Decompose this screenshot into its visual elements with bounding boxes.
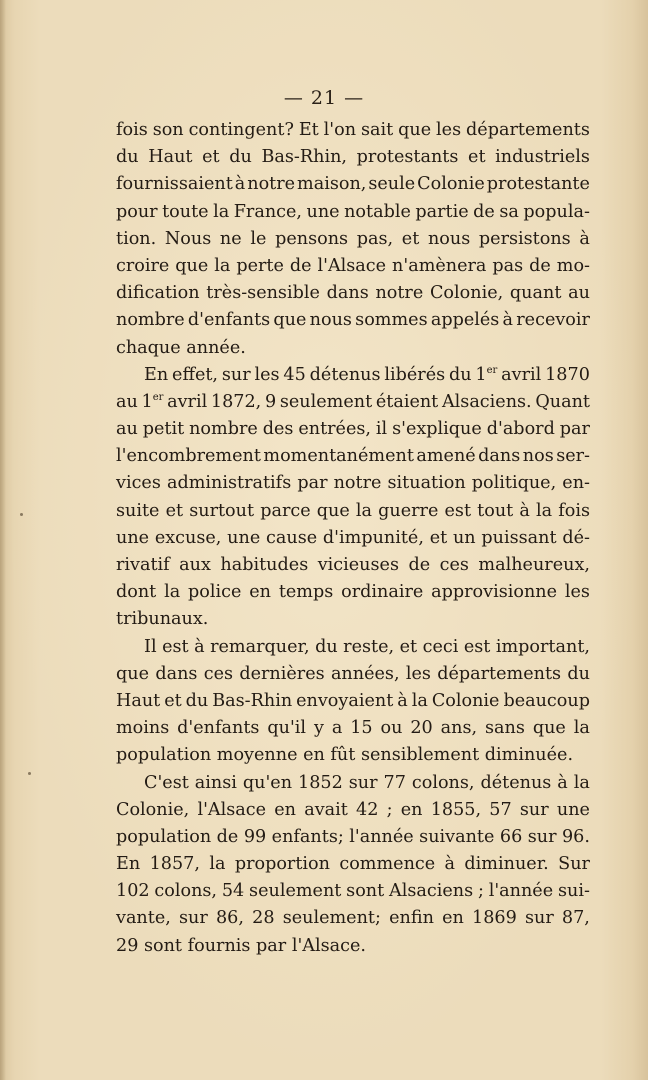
text-line: En effet, sur les 45 détenus libérés du 1er avril 1870 xyxy=(144,364,590,385)
text-line: rivatif aux habitudes vicieuses de ces malheureux, xyxy=(116,555,590,575)
text-line: l'encombrement momentanément amené dans nos ser- xyxy=(116,446,590,467)
text-line: que dans ces dernières années, les départements du xyxy=(116,663,590,684)
text-line: une excuse, une cause d'impunité, et un puissant dé- xyxy=(116,527,590,548)
text-line: moins d'enfants qu'il y a 15 ou 20 ans, sans que la xyxy=(116,718,590,739)
text-line: vices administratifs par notre situation politique, en- xyxy=(116,473,590,494)
text-line: dont la police en temps ordinaire approvisionne les xyxy=(116,582,590,603)
text-line: population moyenne en fût sensiblement diminuée. xyxy=(116,745,574,766)
text-line: au 1er avril 1872, 9 seulement étaient Alsaciens. Quant xyxy=(116,391,590,412)
binding-edge xyxy=(0,0,6,1080)
text-line: chaque année. xyxy=(116,337,246,358)
text-line: suite et surtout parce que la guerre est tout à la fois xyxy=(116,500,590,521)
body-text xyxy=(116,117,590,960)
text-line: Il est à remarquer, du reste, et ceci est important, xyxy=(144,636,590,657)
text-line: 29 sont fournis par l'Alsace. xyxy=(116,935,366,956)
paragraph xyxy=(116,770,590,960)
text-line: au petit nombre des entrées, il s'explique d'abord par xyxy=(116,419,590,440)
page-number: — 21 — xyxy=(283,87,365,109)
text-line: vante, sur 86, 28 seulement; enfin en 1869 sur 87, xyxy=(116,908,590,929)
text-line: C'est ainsi qu'en 1852 sur 77 colons, détenus à la xyxy=(144,772,590,793)
paper-speck xyxy=(20,513,23,516)
text-line: fournissaient à notre maison, seule Colonie protestante xyxy=(116,174,590,195)
text-line: tribunaux. xyxy=(116,609,209,630)
paragraph xyxy=(116,362,590,634)
text-line: du Haut et du Bas-Rhin, protestants et industriels xyxy=(116,147,590,168)
text-line: Haut et du Bas-Rhin envoyaient à la Colonie beaucoup xyxy=(116,690,590,711)
text-line: En 1857, la proportion commence à diminuer. Sur xyxy=(116,854,590,875)
text-line: 102 colons, 54 seulement sont Alsaciens ; l'année sui- xyxy=(116,881,590,902)
paper-speck xyxy=(28,772,31,775)
text-line: population de 99 enfants; l'année suivante 66 sur 96. xyxy=(116,826,590,847)
text-line: pour toute la France, une notable partie de sa popula- xyxy=(116,201,590,222)
text-line: dification très-sensible dans notre Colonie, quant au xyxy=(116,283,590,304)
text-line: fois son contingent? Et l'on sait que les départements xyxy=(116,120,590,140)
paragraph xyxy=(116,634,590,770)
text-line: croire que la perte de l'Alsace n'amènera pas de mo- xyxy=(116,255,590,276)
text-line: Colonie, l'Alsace en avait 42 ; en 1855, 57 sur une xyxy=(116,799,590,820)
paragraph xyxy=(116,117,590,362)
text-line: nombre d'enfants que nous sommes appelés à recevoir xyxy=(116,310,590,331)
text-line: tion. Nous ne le pensons pas, et nous persistons à xyxy=(116,228,590,249)
